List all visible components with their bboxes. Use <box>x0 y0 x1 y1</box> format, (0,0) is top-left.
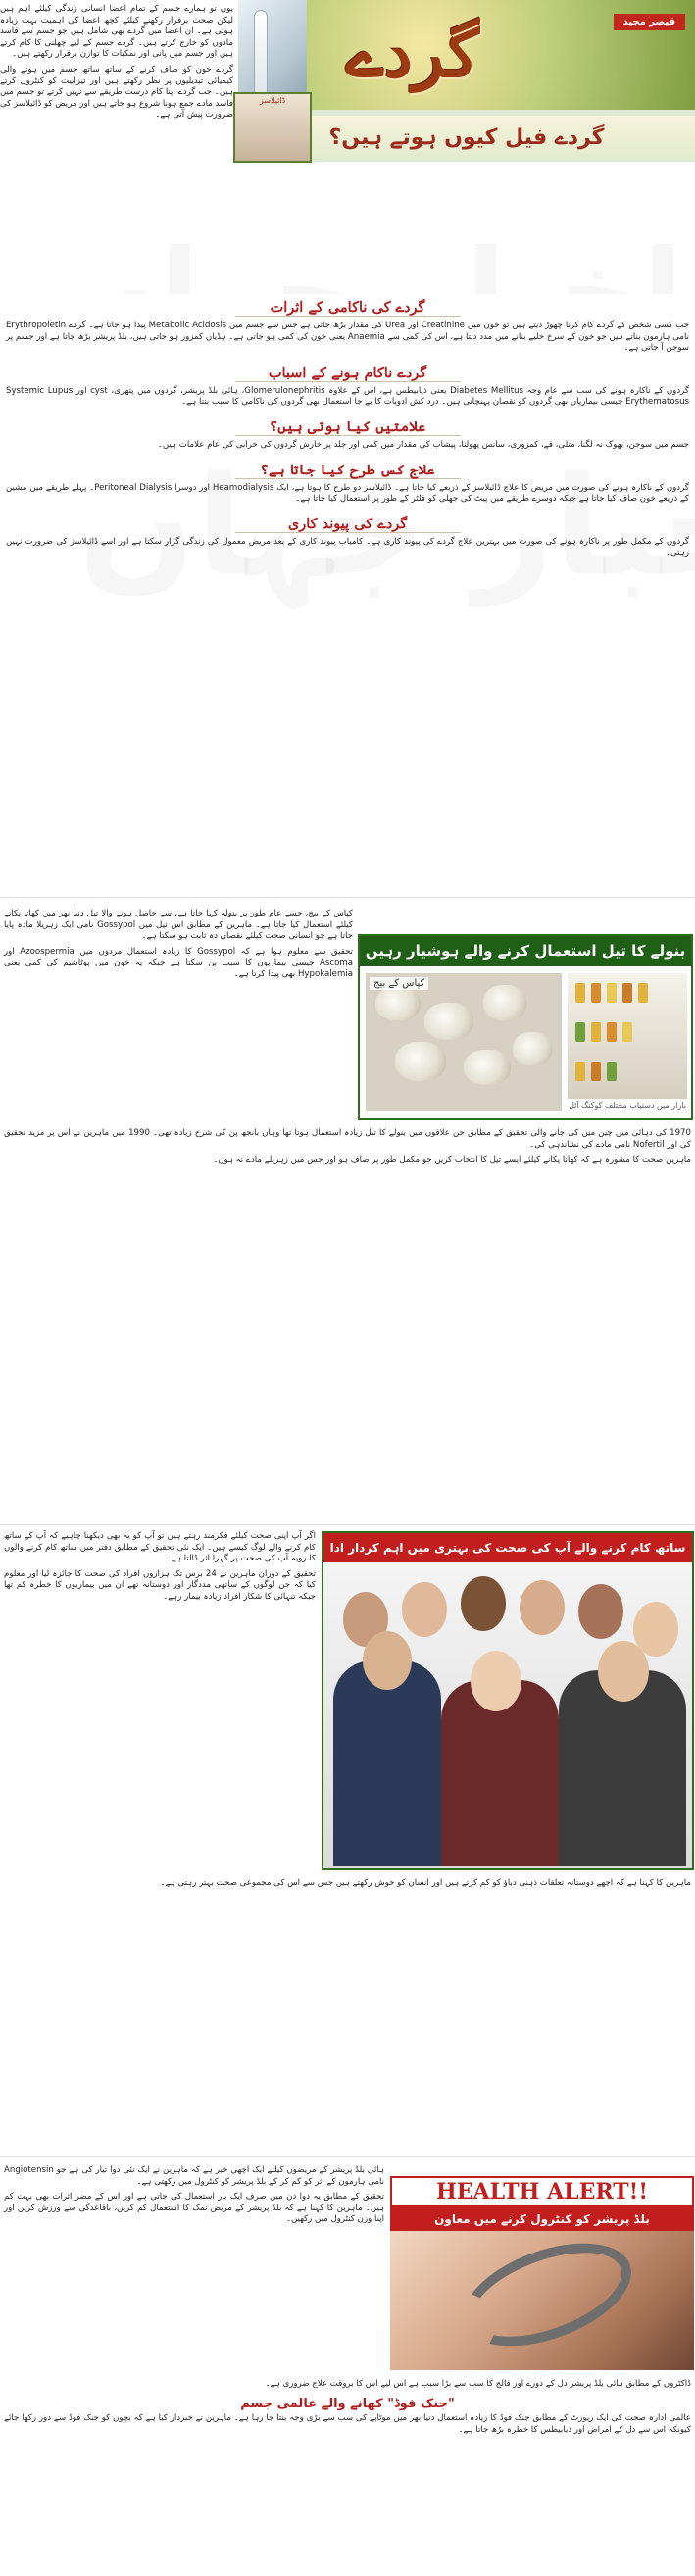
section-body: جب کسی شخص کے گردے کام کرنا چھوڑ دیتے ہیں تو خون میں Creatinine اور Urea کی مقدار بڑھ جاتی ہے جس سے جسم میں Metabolic Acidosis پیدا ہو جاتا ہے۔ گردے Erythropoietin نامی ہارمون بناتے ہیں جو خون کے سرخ خلیے بنانے میں مدد دیتا ہے، اس کی کمی سے Anaemia یعنی خون کی کمی ہو جاتی ہے۔ ہڈیاں کمزور ہو جاتی ہیں، بلڈ پریشر بڑھ جاتا ہے اور جسم پر سوجن آ جاتی ہے۔ <box>6 321 689 354</box>
health-alert-article <box>0 2161 695 2573</box>
shelf-caption: بازار میں دستیاب مختلف کوکنگ آئل <box>569 1101 686 1110</box>
colleagues-article <box>0 1529 695 2137</box>
section-body: گردوں کے ناکارہ ہونے کی صورت میں مریض کا علاج ڈائیلاسز کے ذریعے کیا جاتا ہے۔ ڈائیلاسز دو طرح کا ہوتا ہے، ایک Heamodialysis اور دوسرا Peritoneal Dialysis۔ پہلے طریقے میں مشین کے ذریعے خون صاف کیا جاتا ہے جبکہ دوسرے طریقے میں پیٹ کی جھلی کو فلٹر کے طور پر استعمال کیا جاتا ہے۔ <box>6 482 689 505</box>
title-glyph: گردے <box>346 16 479 92</box>
article-paragraph: ماہرین صحت کا مشورہ ہے کہ کھانا پکانے کیلئے ایسے تیل کا انتخاب کریں جو مکمل طور پر صاف ہو اور جس میں زہریلے مادے نہ ہوں۔ <box>213 1155 691 1165</box>
author-tag: قیصر مجید <box>614 14 685 30</box>
ad-title: ساتھ کام کرنے والے آپ کی صحت کی بہتری میں اہم کردار ادا <box>323 1533 692 1562</box>
heading-rule <box>235 435 461 436</box>
section-heading: گردے ناکام ہونے کے اسباب <box>268 364 427 381</box>
health-full-width <box>4 2379 691 2436</box>
photo-caption: ڈائیلاسز <box>259 96 286 105</box>
article-paragraph: اگر آپ اپنی صحت کیلئے فکرمند رہتے ہیں تو آپ کو یہ بھی دیکھنا چاہیے کہ آپ کے ساتھ کام کرنے والے لوگ کیسے ہیں۔ ایک نئی تحقیق کے مطابق دفتر میں ساتھ کام کرنے والوں کا رویہ آپ کی صحت پر گہرا اثر ڈالتا ہے۔ <box>4 1531 316 1564</box>
kidney-sections <box>0 299 695 848</box>
article-paragraph: 1970 کی دہائی میں چین میں کی جانے والی تحقیق کے مطابق جن علاقوں میں بنولے کا تیل زیادہ استعمال ہوتا تھا وہاں بانجھ پن کی شرح زیادہ تھی۔ 1990 میں ماہرین نے اس پر مزید تحقیق کی اور Nofertil نامی مادے کی نشاندہی کی۔ <box>4 1128 691 1150</box>
section-body: گردوں کے مکمل طور پر ناکارہ ہونے کی صورت میں بہترین علاج گردے کی پیوند کاری ہے۔ کامیاب پیوند کاری کے بعد مریض معمول کی زندگی گزار سکتا ہے اور اسے ڈائیلاسز کی ضرورت نہیں رہتی۔ <box>6 536 689 559</box>
junk-food-heading: "جنک فوڈ" کھانے والے عالمی جسم <box>240 2396 455 2411</box>
article-paragraph: ماہرین کا کہنا ہے کہ اچھے دوستانہ تعلقات ذہنی دباؤ کو کم کرتے ہیں اور انسان کو خوش رکھتے ہیں جس سے اس کی مجموعی صحت بہتر رہتی ہے۔ <box>160 1878 691 1888</box>
article-paragraph: تحقیق کے مطابق یہ دوا دن میں صرف ایک بار استعمال کی جاتی ہے اور اس کے مضر اثرات بھی بہت کم ہیں۔ ماہرین کا کہنا ہے کہ بلڈ پریشر کے مریض نمک کا استعمال کم کریں، باقاعدگی سے ورزش کریں اور اپنا وزن کنٹرول میں رکھیں۔ <box>4 2192 384 2225</box>
article-divider <box>0 1524 695 1525</box>
section-heading: گردے کی ناکامی کے اثرات <box>270 299 425 316</box>
article-paragraph: تحقیق کے دوران ماہرین نے 24 برس تک ہزاروں افراد کی صحت کا جائزہ لیا اور معلوم کیا کہ جن لوگوں کے ساتھی مددگار اور دوستانہ تھے ان میں بیماریوں کا خطرہ کم تھا جبکہ تنہائی کا شکار افراد زیادہ بیمار رہے۔ <box>4 1568 316 1602</box>
colleagues-column <box>4 1531 316 1604</box>
article-divider <box>0 897 695 898</box>
article-paragraph: ڈاکٹروں کے مطابق ہائی بلڈ پریشر دل کے دورے اور فالج کا سب سے بڑا سبب ہے اس لیے اس کا بروقت علاج ضروری ہے۔ <box>265 2379 691 2389</box>
intro-paragraph: گردے خون کو صاف کرنے کے ساتھ ساتھ جسم میں ہونے والی کیمیائی تبدیلیوں پر نظر رکھتے ہیں اور تیزابیت کو کنٹرول کرتے ہیں۔ جب گردے اپنا کام درست طریقے سے نہیں کرتے تو جسم میں فاسد مادے جمع ہونا شروع ہو جاتے ہیں اور مریض کو ڈائیلاسز کی ضرورت پیش آتی ہے۔ <box>0 64 233 121</box>
watermark <box>59 225 683 294</box>
section-body: گردوں کے ناکارہ ہونے کی سب سے عام وجہ Diabetes Mellitus یعنی ذیابیطس ہے، اس کے علاوہ Glomerulonephritis، ہائی بلڈ پریشر، گردوں میں پتھری، cyst اور Systemic Lupus Erythematosus جیسی بیماریاں بھی گردوں کو نقصان پہنچاتی ہیں۔ درد کش ادویات کا بے جا استعمال بھی گردوں کی ناکامی کا سبب بنتا ہے۔ <box>6 385 689 408</box>
cottonseed-column <box>4 909 353 981</box>
colleagues-full-width <box>4 1878 691 1890</box>
oil-shelf-photo <box>568 973 687 1099</box>
article-paragraph: کپاس کے بیج، جسے عام طور پر بنولہ کہا جاتا ہے، سے حاصل ہونے والا تیل دنیا بھر میں کھانا پکانے کیلئے استعمال کیا جاتا ہے۔ ماہرین کے مطابق اس تیل میں Gossypol نامی ایک زہریلا مادہ پایا جاتا ہے جو انسانی صحت کیلئے نقصان دہ ثابت ہو سکتا ہے۔ <box>4 909 353 942</box>
cottonseed-ad <box>358 934 693 1120</box>
health-alert-subtitle: بلڈ پریشر کو کنٹرول کرنے میں معاون <box>390 2207 694 2231</box>
heading-rule <box>235 316 461 317</box>
section-heading: گردے کی پیوند کاری <box>287 515 408 532</box>
health-column <box>4 2165 384 2226</box>
ad-title: بنولے کا تیل استعمال کرنے والے ہوشیار رہیں <box>360 936 691 966</box>
intro-column <box>0 4 233 122</box>
section-body: جسم میں سوجن، بھوک نہ لگنا، متلی، قے، کمزوری، سانس پھولنا، پیشاب کی مقدار میں کمی اور جلد پر خارش گردوں کی خرابی کی عام علامات ہیں۔ <box>157 439 689 450</box>
cottonseed-full-width <box>4 1128 691 1166</box>
article-divider <box>0 2156 695 2157</box>
health-alert-title: HEALTH ALERT!! <box>390 2176 694 2207</box>
article-paragraph: عالمی ادارہ صحت کی ایک رپورٹ کے مطابق جنک فوڈ کا زیادہ استعمال دنیا بھر میں موٹاپے کی سب سے بڑی وجہ بنتا جا رہا ہے۔ ماہرین نے خبردار کیا ہے کہ بچوں کو جنک فوڈ سے دور رکھا جائے کیونکہ اس سے دل کے امراض اور ذیابیطس کا خطرہ بڑھ جاتا ہے۔ <box>4 2413 691 2435</box>
intro-section <box>0 0 695 294</box>
heading-rule <box>235 381 461 382</box>
cottonseed-article <box>0 907 695 1514</box>
dialysis-photo <box>233 92 312 163</box>
article-paragraph: تحقیق سے معلوم ہوا ہے کہ Gossypol کا زیادہ استعمال مردوں میں Azoospermia اور Ascoma جیسی بیماریوں کا سبب بن سکتا ہے جبکہ یہ خون میں پوٹاشیم کی کمی یعنی Hypokalemia بھی پیدا کرتا ہے۔ <box>4 946 354 979</box>
cotton-caption: کپاس کے بیج <box>370 977 428 990</box>
intro-paragraph: یوں تو ہمارے جسم کے تمام اعضا انسانی زندگی کیلئے اہم ہیں لیکن صحت برقرار رکھنے کیلئے کچھ اعضا کی اہمیت بہت زیادہ ہوتی ہے۔ ان اعضا میں گردے بھی شامل ہیں جو جسم سے فاسد مادوں کو خارج کرتے ہیں۔ گردے جسم کے لیے چھلنی کا کام کرتے ہیں اور جسم میں پانی اور نمکیات کا توازن برقرار رکھتے ہیں۔ <box>0 4 233 60</box>
cotton-photo <box>366 973 562 1111</box>
section-heading: علاج کس طرح کیا جاتا ہے؟ <box>260 461 435 478</box>
article-headline: گردے فیل کیوں ہوتے ہیں؟ <box>328 125 605 150</box>
colleagues-ad <box>322 1531 694 1870</box>
section-heading: علامتیں کیا ہوتی ہیں؟ <box>269 418 426 435</box>
people-photo <box>323 1562 692 1868</box>
article-paragraph: ہائی بلڈ پریشر کے مریضوں کیلئے ایک اچھی خبر ہے کہ ماہرین نے ایک نئی دوا تیار کی ہے جو Angiotensin نامی ہارمون کے اثر کو کم کر کے بلڈ پریشر کو کنٹرول میں رکھتی ہے۔ <box>4 2165 384 2187</box>
